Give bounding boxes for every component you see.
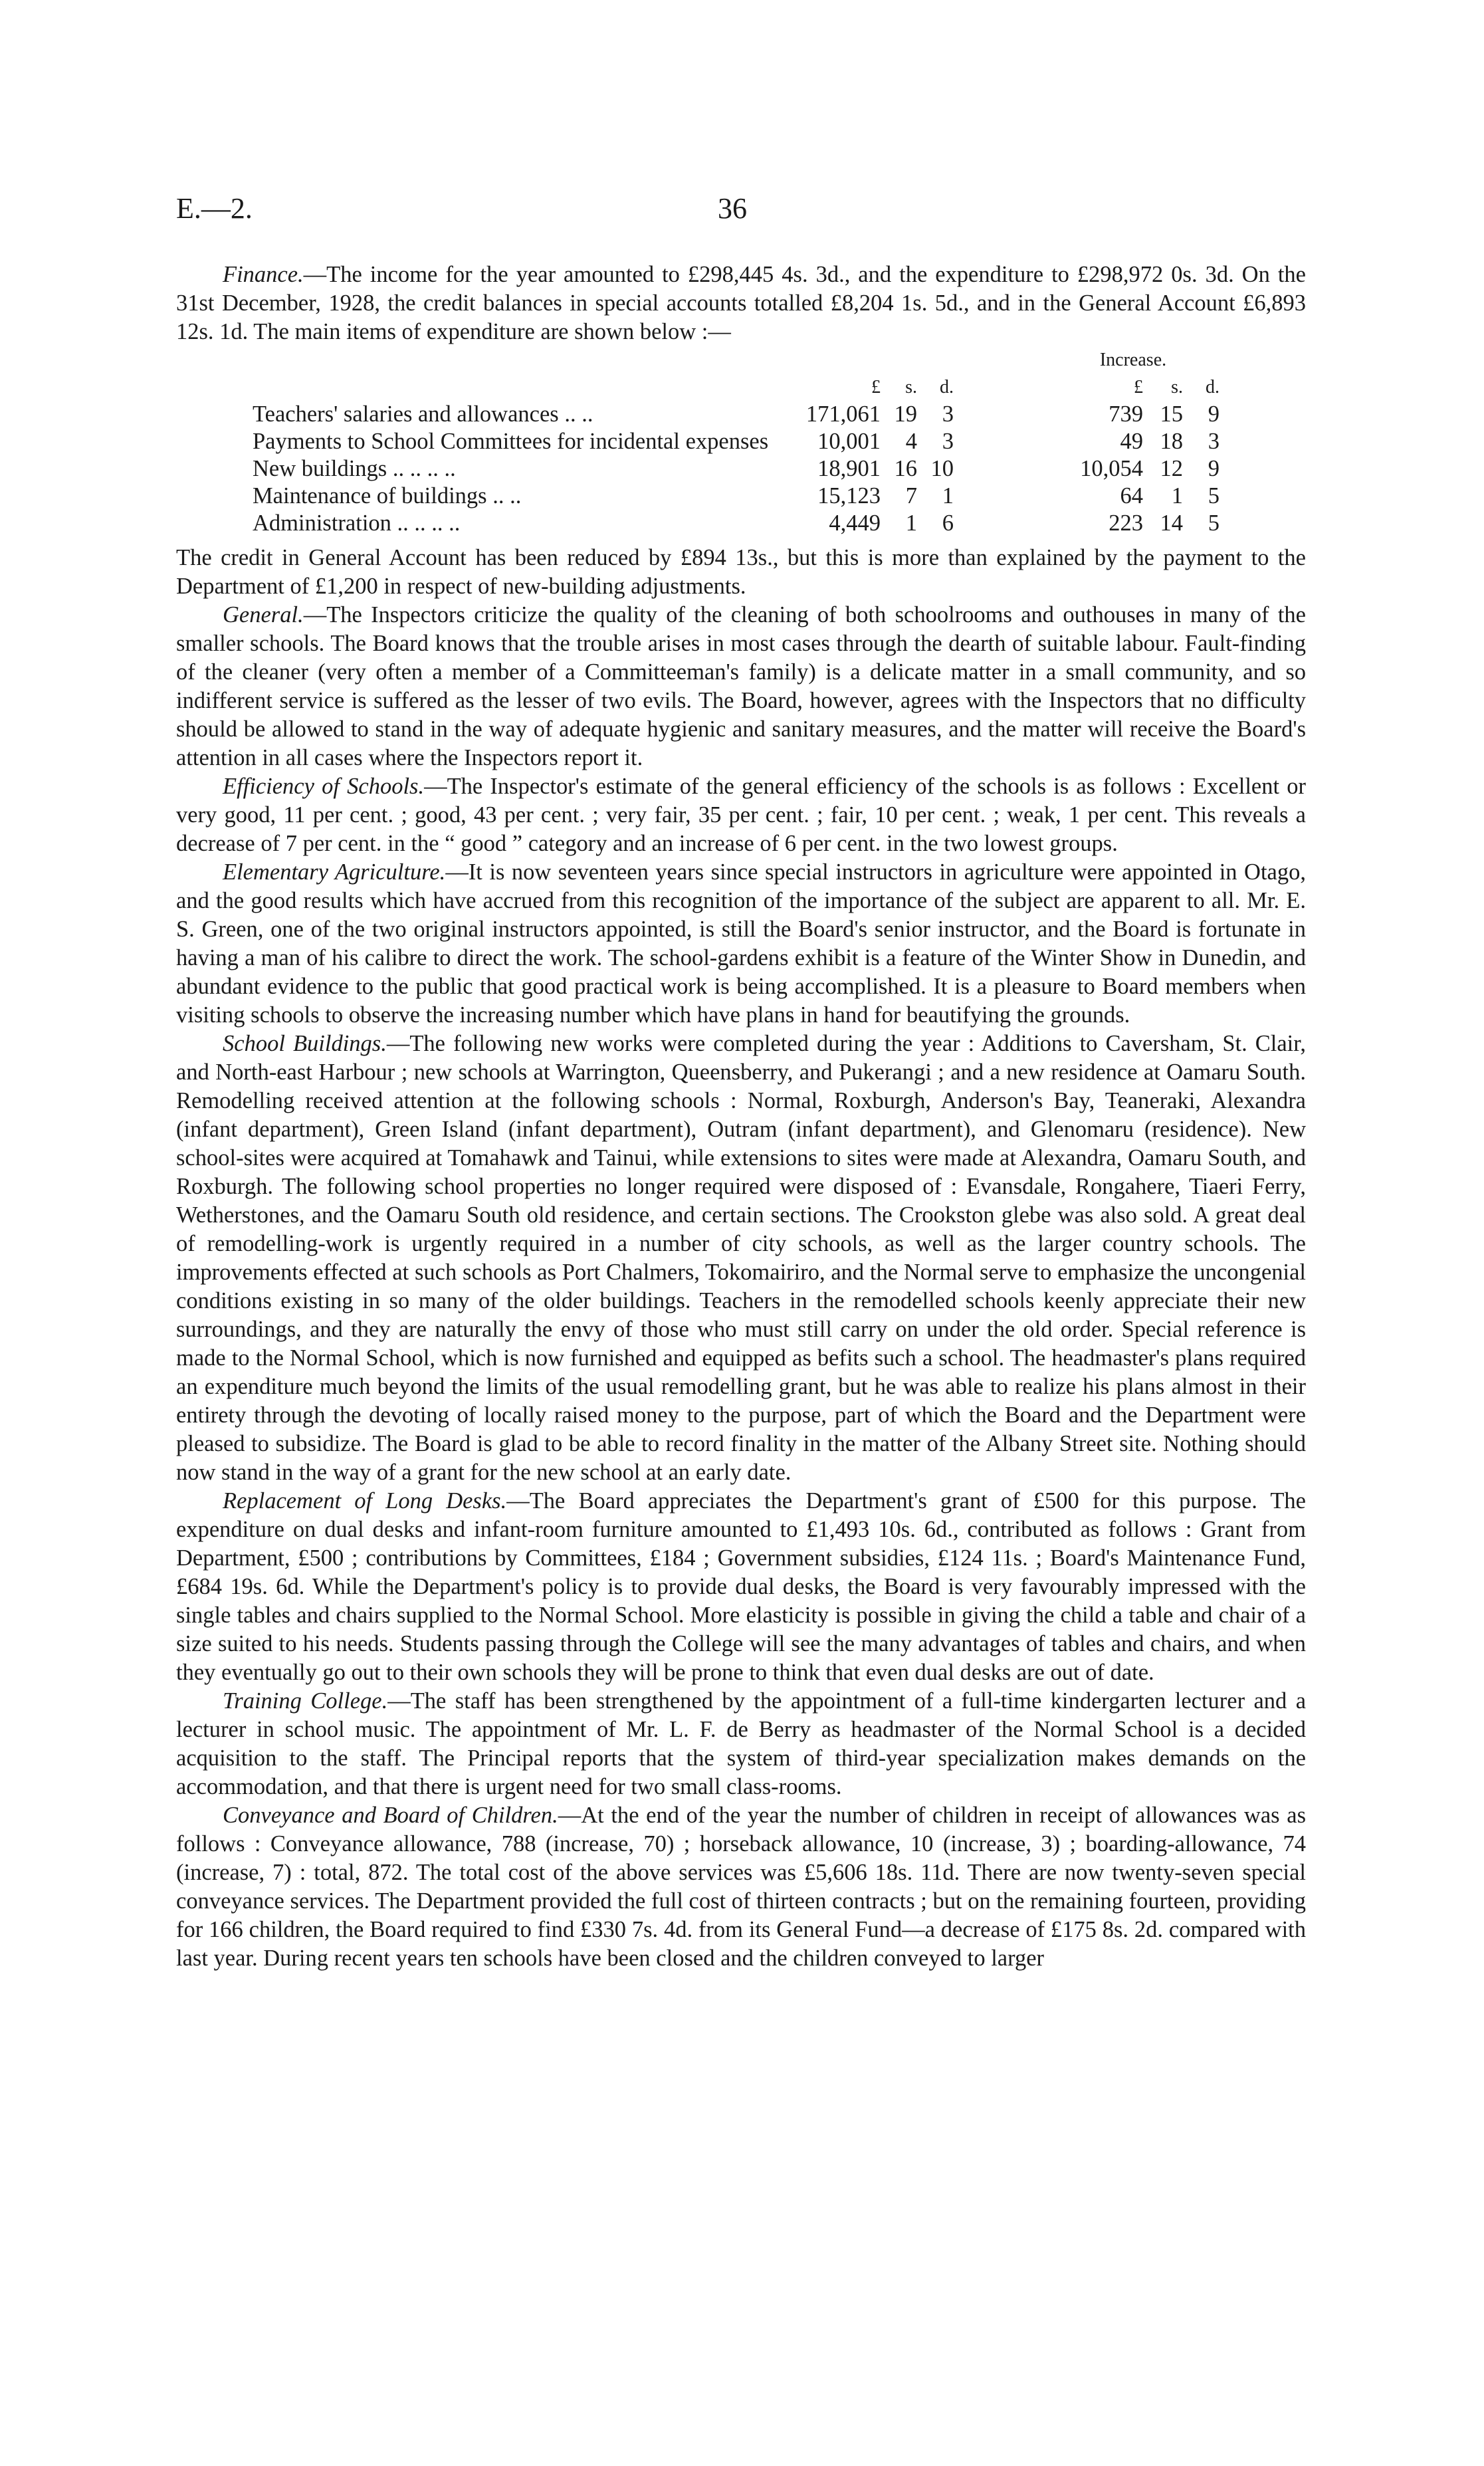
- section-text: —The staff has been strengthened by the appointment of a full-time kindergarten lecturer and a lecturer in school music. The appointment of Mr. L. F. de Berry as headmaster of the Normal School is a decided acquisition to the staff. The Principal reports that the system of third-year specialization makes demands on the accommodation, and that there is urgent need for two small class-rooms.: [176, 1688, 1307, 1799]
- section-text: —The Inspector's estimate of the general efficiency of the schools is as follows : Excellent or very good, 11 per cent. ; good, 43 per cent. ; very fair, 35 per cent. ; fair, 10 per cent. ; weak, 1 per cent. This reveals a decrease of 7 per cent. in the “ good ” category and an increase of 6 per cent. in the two lowest groups.: [176, 774, 1306, 856]
- row-pounds: 4,449: [829, 510, 881, 536]
- section-heading: Finance.: [223, 262, 304, 287]
- row-item: Administration .. .. .. ..: [253, 510, 461, 536]
- row-pounds: 18,901: [817, 456, 881, 481]
- row-item: New buildings .. .. .. ..: [253, 456, 456, 481]
- document-body: [176, 261, 1306, 1973]
- increase-shillings-header: s.: [1171, 377, 1183, 397]
- finance-followup-paragraph: The credit in General Account has been reduced by £894 13s., but this is more than explained by the payment to the Department of £1,200 in respect of new-building adjustments.: [176, 545, 1306, 599]
- section-heading: Training College.: [223, 1688, 388, 1714]
- section-text: —The income for the year amounted to £298,445 4s. 3d., and the expenditure to £298,972 0s. 3d. On the 31st December, 1928, the credit balances in special accounts totalled £8,204 1s. 5d., and in the General Account £6,893 12s. 1d. The main items of expenditure are shown below :—: [176, 262, 1306, 344]
- table-row: [253, 483, 1219, 510]
- table-row: [253, 455, 1219, 483]
- section-paragraph-long-desks: [176, 1487, 1306, 1687]
- row-shillings: 4: [905, 429, 917, 454]
- row-increase-pounds: 739: [1109, 401, 1143, 427]
- section-paragraph-conveyance: [176, 1801, 1306, 1973]
- row-increase-pence: 5: [1208, 483, 1219, 508]
- table-row: [253, 428, 1219, 455]
- section-heading: School Buildings.: [223, 1031, 387, 1056]
- section-paragraph-training-college: [176, 1687, 1306, 1801]
- table-unit-row: [253, 374, 1219, 401]
- section-text: —The Inspectors criticize the quality of the cleaning of both schoolrooms and outhouses in many of the smaller schools. The Board knows that the trouble arises in most cases through the dearth of suitable labour. Fault-finding of the cleaner (very often a member of a Committeeman's family) is a delicate matter in a small community, and so indifferent service is suffered as the lesser of two evils. The Board, however, agrees with the Inspectors that no difficulty should be allowed to stand in the way of adequate hygienic and sanitary measures, and the matter will receive the Board's attention in all cases where the Inspectors report it.: [176, 602, 1306, 770]
- table-header-row: [253, 346, 1219, 374]
- section-heading: Conveyance and Board of Children.: [223, 1803, 558, 1828]
- table-row: [253, 510, 1219, 537]
- document-reference: E.—2.: [176, 192, 253, 225]
- row-item: Payments to School Committees for incidental expenses: [253, 429, 769, 454]
- row-increase-shillings: 18: [1160, 429, 1183, 454]
- section-text: —It is now seventeen years since special instructors in agriculture were appointed in Otago, and the good results which have accrued from this recognition of the importance of the subject are apparent to all. Mr. E. S. Green, one of the two original instructors appointed, is still the Board's senior instructor, and the Board is fortunate in having a man of his calibre to direct the work. The school-gardens exhibit is a feature of the Winter Show in Dunedin, and abundant evidence to the public that good practical work is being accomplished. It is a pleasure to Board members when visiting schools to observe the increasing number which have plans in hand for beautifying the grounds.: [176, 859, 1306, 1028]
- table-row: [253, 401, 1219, 428]
- row-pounds: 10,001: [817, 429, 881, 454]
- section-paragraph-general: [176, 601, 1306, 772]
- section-heading: Elementary Agriculture.: [223, 859, 446, 885]
- row-item: Teachers' salaries and allowances .. ..: [253, 401, 593, 427]
- row-pence: 1: [942, 483, 954, 508]
- row-pounds: 171,061: [805, 401, 881, 427]
- expenditure-table: [253, 346, 1219, 537]
- increase-pence-header: d.: [1206, 377, 1219, 397]
- row-increase-pounds: 49: [1120, 429, 1143, 454]
- row-increase-pence: 5: [1208, 510, 1219, 536]
- row-shillings: 7: [905, 483, 917, 508]
- row-increase-pence: 3: [1208, 429, 1219, 454]
- row-shillings: 1: [905, 510, 917, 536]
- row-increase-pounds: 223: [1109, 510, 1143, 536]
- row-pence: 10: [930, 456, 954, 481]
- section-paragraph-agriculture: [176, 858, 1306, 1030]
- row-pence: 3: [942, 429, 954, 454]
- row-increase-pence: 9: [1208, 456, 1219, 481]
- increase-pounds-header: £: [1134, 377, 1143, 397]
- row-increase-shillings: 14: [1160, 510, 1183, 536]
- section-paragraph-efficiency: [176, 772, 1306, 858]
- pounds-header: £: [871, 377, 881, 397]
- section-text: —At the end of the year the number of children in receipt of allowances was as follows : Conveyance allowance, 788 (increase, 70) ; horseback allowance, 10 (increase, 3) ; boarding-allowance, 74 (increase, 7) : total, 872. The total cost of the above services was £5,606 18s. 11d. There are now twenty-seven special conveyance services. The Department provided the full cost of thirteen contracts ; but on the remaining fourteen, providing for 166 children, the Board required to find £330 7s. 4d. from its General Fund—a decrease of £175 8s. 2d. compared with last year. During recent years ten schools have been closed and the children conveyed to larger: [176, 1803, 1306, 1971]
- section-text: —The Board appreciates the Department's grant of £500 for this purpose. The expenditure on dual desks and infant-room furniture amounted to £1,493 10s. 6d., contributed as follows : Grant from Department, £500 ; contributions by Committees, £184 ; Government subsidies, £124 11s. ; Board's Maintenance Fund, £684 19s. 6d. While the Department's policy is to provide dual desks, the Board is very favourably impressed with the single tables and chairs supplied to the Normal School. More elasticity is possible in giving the child a table and chair of a size suited to his needs. Students passing through the College will see the many advantages of tables and chairs, and when they eventually go out to their own schools they will be prone to think that even dual desks are out of date.: [176, 1488, 1306, 1685]
- finance-paragraph: [176, 261, 1306, 346]
- shillings-header: s.: [905, 377, 917, 397]
- row-increase-pounds: 10,054: [1080, 456, 1143, 481]
- row-increase-pounds: 64: [1120, 483, 1143, 508]
- row-shillings: 19: [894, 401, 917, 427]
- page-number: 36: [718, 192, 747, 225]
- pence-header: d.: [940, 377, 954, 397]
- section-paragraph-buildings: [176, 1030, 1306, 1487]
- row-increase-pence: 9: [1208, 401, 1219, 427]
- row-pence: 6: [942, 510, 954, 536]
- row-increase-shillings: 1: [1171, 483, 1183, 508]
- section-text: —The following new works were completed during the year : Additions to Caversham, St. Clair, and North-east Harbour ; new schools at Warrington, Queensberry, and Pukerangi ; and a new residence at Oamaru South. Remodelling received attention at the following schools : Normal, Roxburgh, Anderson's Bay, Teaneraki, Alexandra (infant department), Green Island (infant department), Outram (infant department), and Glenomaru (residence). New school-sites were acquired at Tomahawk and Tainui, while extensions to sites were made at Alexandra, Oamaru South, and Roxburgh. The following school properties no longer required were disposed of : Evansdale, Rongahere, Tiaeri Ferry, Wetherstones, and the Oamaru South old residence, and certain sections. The Crookston glebe was also sold. A great deal of remodelling-work is urgently required in a number of city schools, as well as the larger country schools. The improvements effected at such schools as Port Chalmers, Tokomairiro, and the Normal serve to emphasize the uncongenial conditions existing in so many of the older buildings. Teachers in the remodelled schools keenly appreciate their new surroundings, and they are naturally the envy of those who must still carry on under the old order. Special reference is made to the Normal School, which is now furnished and equipped as befits such a school. The headmaster's plans required an expenditure much beyond the limits of the usual remodelling grant, but he was able to realize his plans almost in their entirety through the devoting of locally raised money to the purpose, part of which the Board and the Department were pleased to subsidize. The Board is glad to be able to record finality in the matter of the Albany Street site. Nothing should now stand in the way of a grant for the new school at an early date.: [176, 1031, 1306, 1485]
- page-header: [176, 191, 1308, 238]
- row-shillings: 16: [894, 456, 917, 481]
- row-increase-shillings: 12: [1160, 456, 1183, 481]
- row-increase-shillings: 15: [1160, 401, 1183, 427]
- section-heading: Efficiency of Schools.: [223, 774, 425, 799]
- row-pence: 3: [942, 401, 954, 427]
- row-pounds: 15,123: [817, 483, 881, 508]
- row-item: Maintenance of buildings .. ..: [253, 483, 522, 508]
- section-heading: Replacement of Long Desks.: [223, 1488, 507, 1513]
- increase-header: Increase.: [1099, 350, 1167, 370]
- section-heading: General.: [223, 602, 304, 627]
